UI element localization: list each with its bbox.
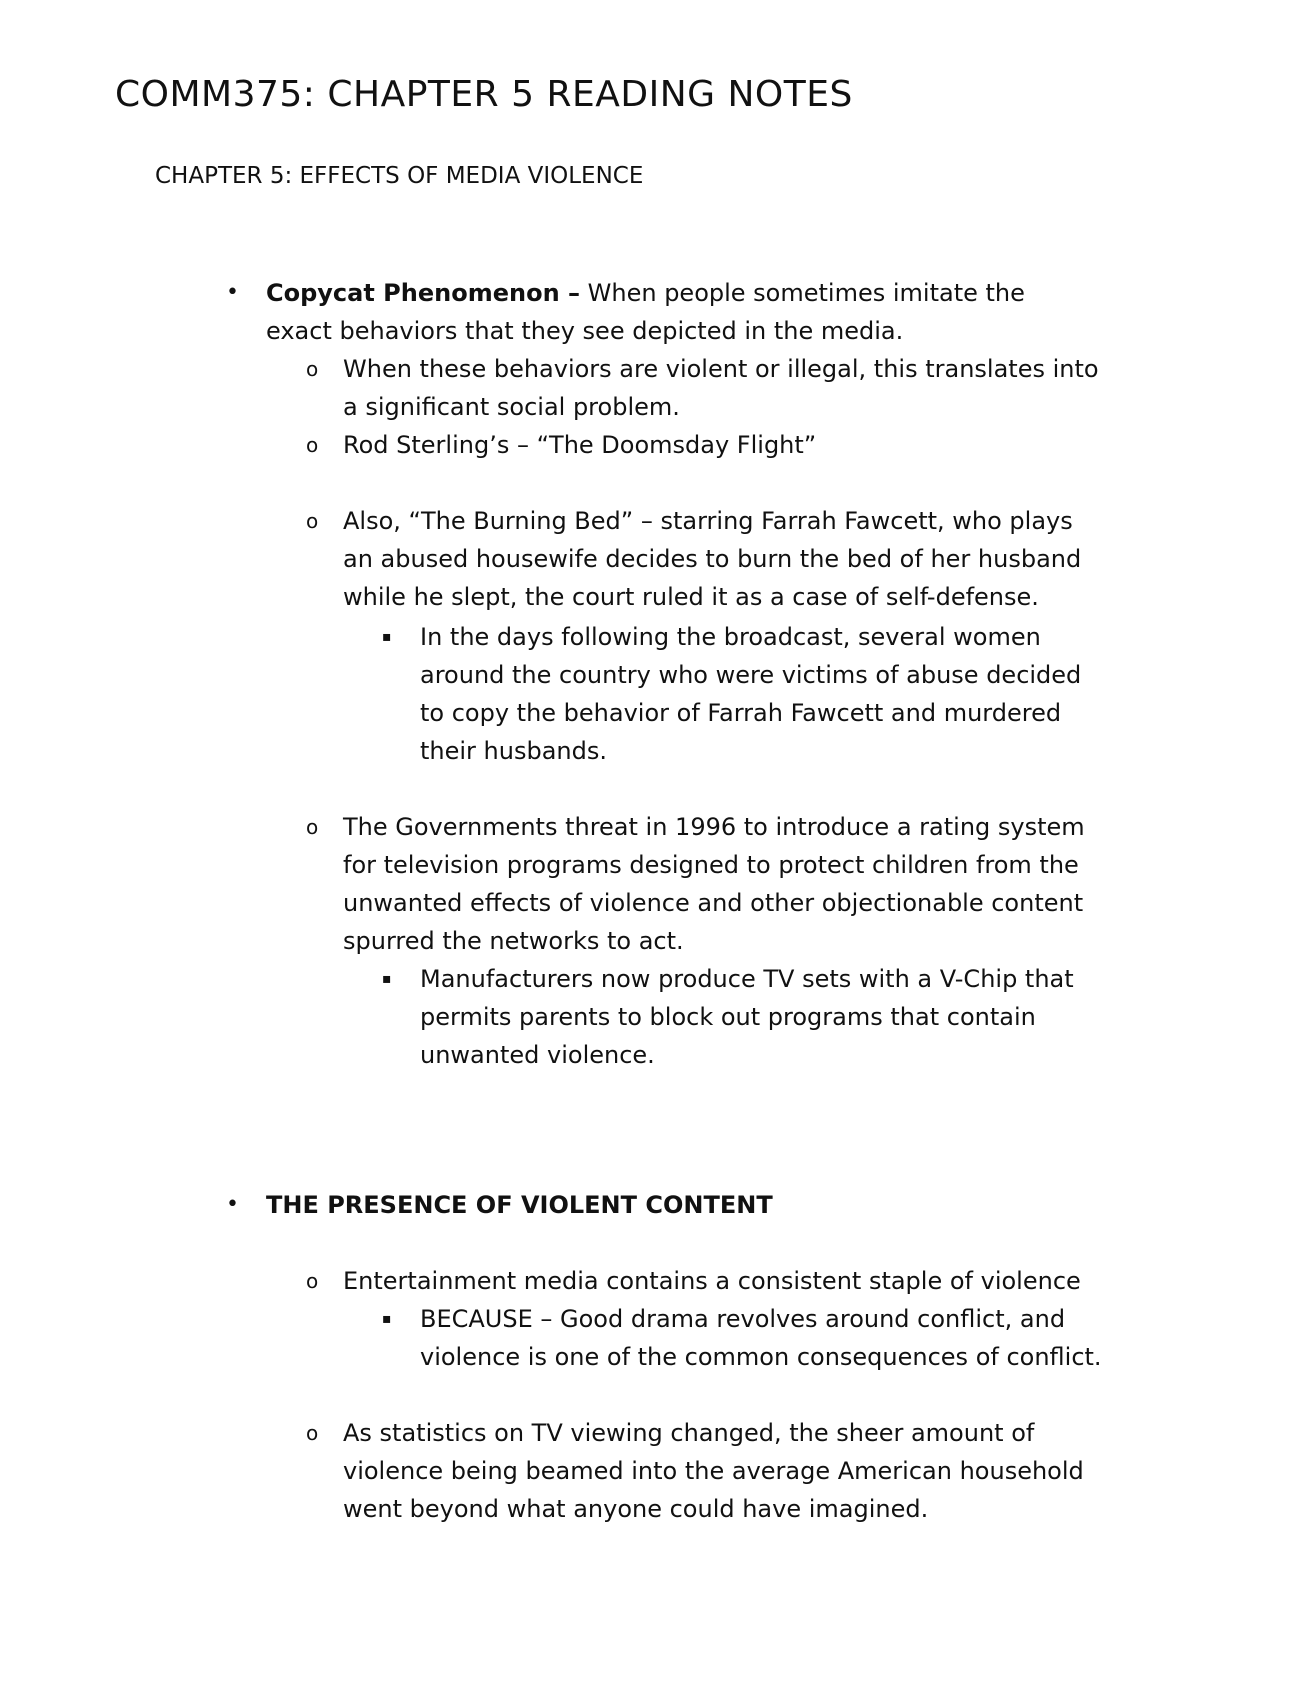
bullet-circle-icon: o [306,357,319,381]
text-line: BECAUSE – Good drama revolves around conflict, and [420,1305,1066,1333]
bullet-square-icon: ▪ [382,971,392,987]
sub-item-doomsday-flight [343,426,816,464]
text-line: around the country who were victims of abuse decided [420,661,1082,689]
text-line: to copy the behavior of Farrah Fawcett and murdered [420,699,1062,727]
chapter-heading: CHAPTER 5: EFFECTS OF MEDIA VIOLENCE [155,163,644,189]
bullet-disc-icon: • [226,280,239,305]
section-violent-content [266,1186,773,1224]
bullet-circle-icon: o [306,509,319,533]
sub-item-staple-of-violence [343,1262,1081,1300]
text-line: Also, “The Burning Bed” – starring Farrah Fawcett, who plays [343,507,1073,535]
text-line: a significant social problem. [343,393,680,421]
list-item [266,274,1025,312]
sub-item-rating-system [343,808,1085,960]
sub-item-tv-statistics [343,1414,1084,1528]
bullet-circle-icon: o [306,815,319,839]
definition-continued: exact behaviors that they see depicted in the media. [266,317,904,345]
term-copycat-phenomenon: Copycat Phenomenon – [266,279,581,307]
sub-item-burning-bed [343,502,1081,616]
document-title: COMM375: CHAPTER 5 READING NOTES [115,74,853,115]
detail-item-broadcast-aftermath [420,618,1081,770]
text-line: for television programs designed to protect children from the [343,851,1079,879]
text-line: In the days following the broadcast, several women [420,623,1041,651]
text-line: unwanted violence. [420,1041,655,1069]
bullet-square-icon: ▪ [382,629,392,645]
definition-text: When people sometimes imitate the [580,279,1025,307]
bullet-square-icon: ▪ [382,1311,392,1327]
text-line: Entertainment media contains a consistent staple of violence [343,1267,1081,1295]
text-line: Manufacturers now produce TV sets with a V-Chip that [420,965,1074,993]
text-line: unwanted effects of violence and other objectionable content [343,889,1084,917]
sub-item-violent-behaviors [343,350,1099,426]
bullet-circle-icon: o [306,1421,319,1445]
text-line: As statistics on TV viewing changed, the sheer amount of [343,1419,1035,1447]
text-line: an abused housewife decides to burn the bed of her husband [343,545,1082,573]
bullet-circle-icon: o [306,433,319,457]
text-line: violence being beamed into the average American household [343,1457,1084,1485]
text-line: went beyond what anyone could have imagined. [343,1495,929,1523]
bullet-circle-icon: o [306,1269,319,1293]
text-line: When these behaviors are violent or illegal, this translates into [343,355,1099,383]
text-line: permits parents to block out programs that contain [420,1003,1036,1031]
detail-item-because [420,1300,1102,1376]
detail-item-v-chip [420,960,1074,1074]
section-heading [266,1186,773,1224]
heading-text: THE PRESENCE OF VIOLENT CONTENT [266,1191,773,1219]
text-line: while he slept, the court ruled it as a case of self-defense. [343,583,1039,611]
text-line: violence is one of the common consequences of conflict. [420,1343,1102,1371]
section-copycat [266,274,1025,350]
text-line: their husbands. [420,737,607,765]
text-line: The Governments threat in 1996 to introduce a rating system [343,813,1085,841]
text-line: Rod Sterling’s – “The Doomsday Flight” [343,431,817,459]
bullet-disc-icon: • [226,1192,239,1217]
text-line: spurred the networks to act. [343,927,684,955]
